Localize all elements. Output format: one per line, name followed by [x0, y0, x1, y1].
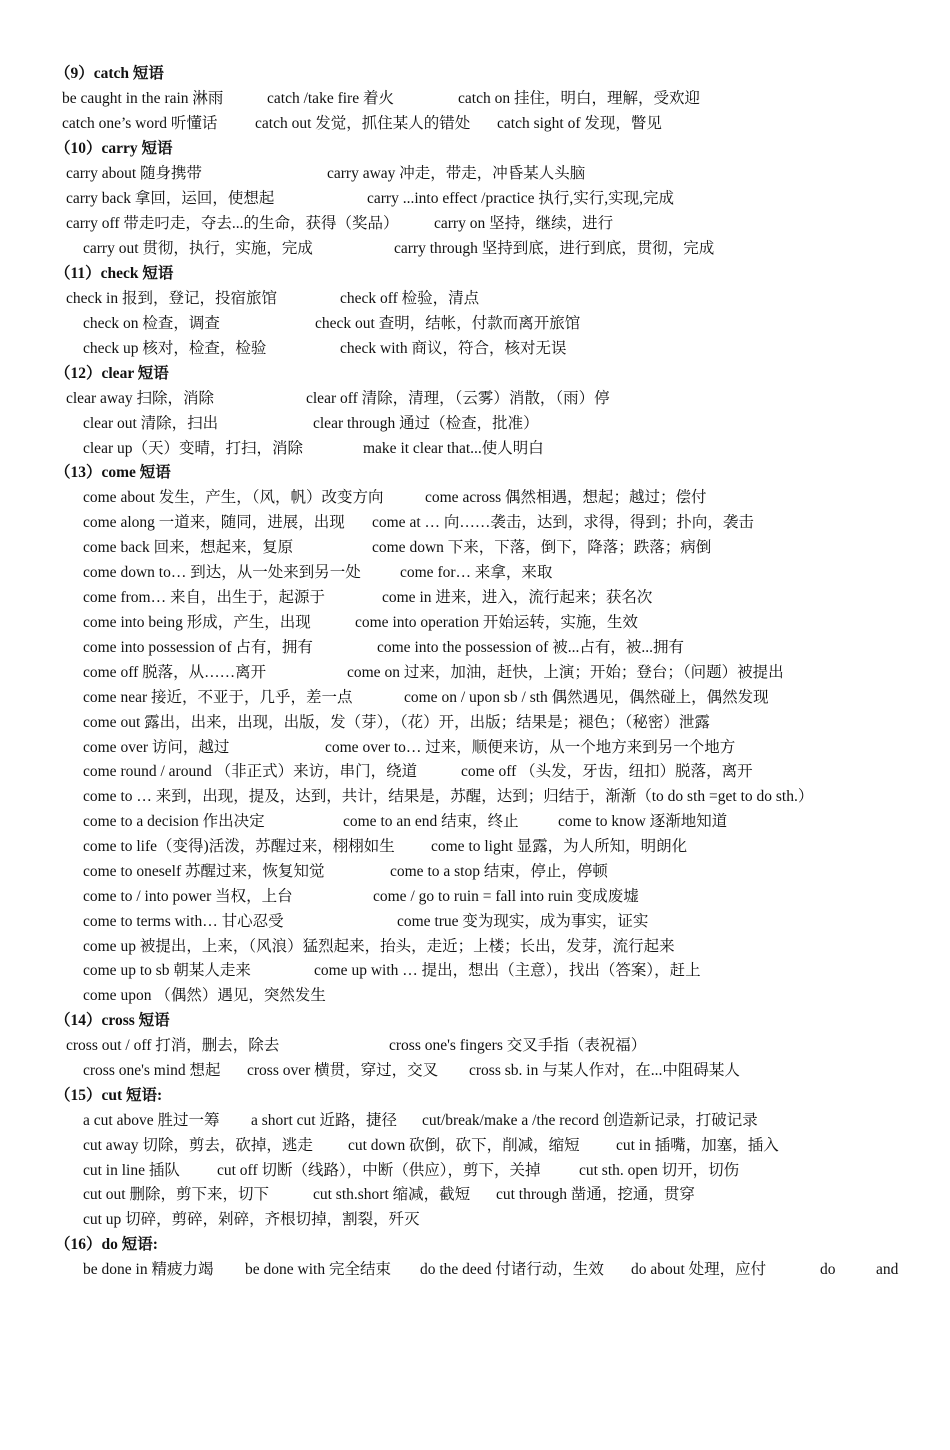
phrase-entry: come along 一道来，随同，进展，出现 — [83, 514, 345, 531]
phrase-entry: do about 处理，应付 — [631, 1261, 767, 1278]
phrase-entry: come into the possession of 被...占有，被...拥有 — [377, 639, 684, 656]
phrase-entry: check on 检查，调查 — [83, 315, 220, 332]
phrase-entry: do the deed 付诸行动，生效 — [420, 1261, 604, 1278]
phrase-entry: cut down 砍倒，砍下，削减，缩短 — [348, 1137, 580, 1154]
phrase-entry: come to terms with… 甘心忍受 — [83, 913, 284, 930]
phrase-line — [0, 1159, 740, 1183]
phrase-line — [0, 1059, 740, 1083]
phrase-line — [0, 760, 753, 784]
phrase-entry: come round / around （非正式）来访，串门，绕道 — [83, 763, 418, 780]
phrase-entry: and — [876, 1261, 899, 1278]
heading-catch: （9）catch 短语 — [55, 65, 164, 82]
phrase-line — [0, 810, 728, 834]
phrase-entry: carry through 坚持到底，进行到底，贯彻，完成 — [394, 240, 715, 257]
phrase-entry: catch sight of 发现，瞥见 — [497, 115, 662, 132]
phrase-line — [0, 1034, 647, 1058]
phrase-entry: come into possession of 占有，拥有 — [83, 639, 313, 656]
phrase-line — [0, 212, 614, 236]
heading-clear: （12）clear 短语 — [55, 365, 169, 382]
phrase-entry: come upon （偶然）遇见，突然发生 — [83, 987, 326, 1004]
phrase-entry: come up with … 提出，想出（主意），找出（答案），赶上 — [314, 962, 701, 979]
phrase-entry: come for… 来拿，来取 — [400, 564, 553, 581]
phrase-entry: come to light 显露，为人所知，明朗化 — [431, 838, 688, 855]
phrase-entry: be done with 完全结束 — [245, 1261, 391, 1278]
phrase-line — [0, 860, 608, 884]
phrase-line — [0, 959, 701, 983]
phrase-entry: come over 访问，越过 — [83, 739, 230, 756]
phrase-entry: cut sth. open 切开，切伤 — [579, 1162, 740, 1179]
phrase-entry: cross out / off 打消，删去，除去 — [66, 1037, 280, 1054]
phrase-entry: catch on 挂住，明白，理解，受欢迎 — [458, 90, 700, 107]
phrase-entry: cut in 插嘴，加塞，插入 — [616, 1137, 779, 1154]
phrase-entry: cross one's fingers 交叉手指（表祝福） — [389, 1037, 647, 1054]
phrase-entry: be caught in the rain 淋雨 — [62, 90, 224, 107]
phrase-entry: come down 下来，下落，倒下，降落；跌落；病倒 — [372, 539, 712, 556]
phrase-entry: come out 露出，出来，出现，出版，发（芽），（花）开，出版；结果是；褪色；（秘密）泄露 — [83, 714, 710, 731]
phrase-line — [0, 287, 480, 311]
phrase-entry: carry away 冲走，带走，冲昏某人头脑 — [327, 165, 586, 182]
phrase-entry: cross over 横贯，穿过，交叉 — [247, 1062, 439, 1079]
phrase-entry: come into operation 开始运转，实施，生效 — [355, 614, 638, 631]
phrase-entry: carry off 带走叼走，夺去...的生命，获得（奖品） — [66, 215, 399, 232]
phrase-line — [0, 885, 639, 909]
phrase-entry: make it clear that...使人明白 — [363, 440, 544, 457]
phrase-entry: cut sth.short 缩减，截短 — [313, 1186, 471, 1203]
phrase-entry: come on / upon sb / sth 偶然遇见，偶然碰上，偶然发现 — [404, 689, 769, 706]
phrase-line — [0, 412, 539, 436]
phrase-entry: come true 变为现实，成为事实，证实 — [397, 913, 649, 930]
phrase-entry: carry about 随身携带 — [66, 165, 203, 182]
phrase-line — [0, 511, 754, 535]
phrase-entry: come on 过来，加油，赶快，上演；开始；登台；（问题）被提出 — [347, 664, 784, 681]
phrase-entry: clear away 扫除，消除 — [66, 390, 215, 407]
phrase-line — [0, 437, 544, 461]
phrase-line — [0, 611, 638, 635]
heading-come: （13）come 短语 — [55, 464, 171, 481]
phrase-line — [0, 162, 586, 186]
phrase-entry: check out 查明，结帐，付款而离开旅馆 — [315, 315, 581, 332]
phrase-entry: come over to… 过来，顺便来访，从一个地方来到另一个地方 — [325, 739, 736, 756]
heading-cut: （15）cut 短语: — [55, 1087, 163, 1104]
phrase-line — [0, 1258, 899, 1282]
phrase-line — [0, 187, 675, 211]
phrase-entry: come up to sb 朝某人走来 — [83, 962, 251, 979]
phrase-entry: a short cut 近路，捷径 — [251, 1112, 397, 1129]
phrase-entry: carry back 拿回，运回，使想起 — [66, 190, 275, 207]
phrase-entry: come down to… 到达，从一处来到另一处 — [83, 564, 361, 581]
phrase-entry: cut in line 插队 — [83, 1162, 180, 1179]
phrase-entry: clear off 清除，清理，（云雾）消散，（雨）停 — [306, 390, 610, 407]
phrase-entry: come off 脱落，从……离开 — [83, 664, 267, 681]
phrase-line — [0, 1208, 420, 1232]
phrase-line — [0, 935, 675, 959]
phrase-line — [0, 736, 736, 760]
phrase-line — [0, 1109, 758, 1133]
heading-do: （16）do 短语: — [55, 1236, 158, 1253]
phrase-entry: come at … 向……袭击，达到，求得，得到；扑向，袭击 — [372, 514, 754, 531]
phrase-entry: cut/break/make a /the record 创造新记录，打破记录 — [422, 1112, 758, 1129]
phrase-entry: cut away 切除，剪去，砍掉，逃走 — [83, 1137, 313, 1154]
phrase-entry: come to know 逐渐地知道 — [558, 813, 728, 830]
phrase-entry: check with 商议，符合，核对无误 — [340, 340, 567, 357]
phrase-line — [0, 835, 688, 859]
phrase-entry: come to a decision 作出决定 — [83, 813, 265, 830]
phrase-entry: do — [820, 1261, 836, 1278]
phrase-line — [0, 661, 784, 685]
phrase-line — [0, 486, 707, 510]
phrase-line — [0, 686, 769, 710]
phrase-line — [0, 910, 649, 934]
phrase-entry: cross one's mind 想起 — [83, 1062, 221, 1079]
phrase-line — [0, 711, 710, 735]
phrase-entry: clear through 通过（检查，批准） — [313, 415, 539, 432]
phrase-line — [0, 984, 326, 1008]
phrase-entry: check in 报到，登记，投宿旅馆 — [66, 290, 277, 307]
phrase-entry: carry on 坚持，继续，进行 — [434, 215, 614, 232]
phrase-line — [0, 337, 567, 361]
phrase-line — [0, 312, 581, 336]
phrase-entry: come to … 来到，出现，提及，达到，共计，结果是，苏醒，达到；归结于，渐渐（to do sth =get to do sth.） — [83, 788, 814, 805]
phrase-entry: cut up 切碎，剪碎，剁碎，齐根切掉，割裂，歼灭 — [83, 1211, 420, 1228]
phrase-line — [0, 536, 712, 560]
phrase-entry: clear out 清除，扫出 — [83, 415, 219, 432]
phrase-entry: cut through 凿通，挖通，贯穿 — [496, 1186, 695, 1203]
phrase-entry: clear up（天）变晴，打扫，消除 — [83, 440, 303, 457]
phrase-entry: cross sb. in 与某人作对，在...中阻碍某人 — [469, 1062, 740, 1079]
phrase-entry: come up 被提出，上来，（风浪）猛烈起来，抬头，走近；上楼；长出，发芽，流行起来 — [83, 938, 675, 955]
phrase-entry: come to a stop 结束，停止，停顿 — [390, 863, 608, 880]
phrase-entry: cut out 删除，剪下来，切下 — [83, 1186, 269, 1203]
phrase-entry: come off （头发，牙齿，纽扣）脱落，离开 — [461, 763, 753, 780]
phrase-line — [0, 87, 700, 111]
phrase-entry: come to oneself 苏醒过来，恢复知觉 — [83, 863, 325, 880]
phrase-line — [0, 387, 610, 411]
phrase-entry: come to an end 结束，终止 — [343, 813, 519, 830]
phrase-line — [0, 785, 814, 809]
phrase-line — [0, 636, 684, 660]
phrase-line — [0, 561, 553, 585]
phrase-entry: carry out 贯彻，执行，实施，完成 — [83, 240, 313, 257]
phrase-entry: catch one’s word 听懂话 — [62, 115, 218, 132]
phrase-entry: cut off 切断（线路），中断（供应），剪下，关掉 — [217, 1162, 541, 1179]
phrase-entry: come back 回来，想起来，复原 — [83, 539, 294, 556]
phrase-line — [0, 586, 653, 610]
phrase-entry: come about 发生，产生，（风，帆）改变方向 — [83, 489, 384, 506]
phrase-entry: come to / into power 当权，上台 — [83, 888, 293, 905]
phrase-entry: come in 进来，进入，流行起来；获名次 — [382, 589, 653, 606]
heading-check: （11）check 短语 — [55, 265, 174, 282]
phrase-entry: come near 接近，不亚于，几乎，差一点 — [83, 689, 353, 706]
phrase-entry: come / go to ruin = fall into ruin 变成废墟 — [373, 888, 639, 905]
phrase-line — [0, 1183, 695, 1207]
phrase-entry: carry ...into effect /practice 执行,实行,实现,完成 — [367, 190, 675, 207]
phrase-entry: come into being 形成，产生，出现 — [83, 614, 311, 631]
phrase-entry: catch /take fire 着火 — [267, 90, 394, 107]
phrase-entry: come to life（变得)活泼，苏醒过来，栩栩如生 — [83, 838, 395, 855]
phrase-line — [0, 237, 715, 261]
phrase-entry: catch out 发觉，抓住某人的错处 — [255, 115, 471, 132]
heading-cross: （14）cross 短语 — [55, 1012, 170, 1029]
phrase-entry: a cut above 胜过一筹 — [83, 1112, 220, 1129]
phrase-entry: come from… 来自，出生于，起源于 — [83, 589, 325, 606]
phrase-line — [0, 112, 662, 136]
phrase-entry: come across 偶然相遇，想起；越过；偿付 — [425, 489, 707, 506]
heading-carry: （10）carry 短语 — [55, 140, 173, 157]
phrase-entry: be done in 精疲力竭 — [83, 1261, 214, 1278]
phrase-entry: check up 核对，检查，检验 — [83, 340, 267, 357]
phrase-line — [0, 1134, 779, 1158]
phrase-entry: check off 检验，清点 — [340, 290, 480, 307]
